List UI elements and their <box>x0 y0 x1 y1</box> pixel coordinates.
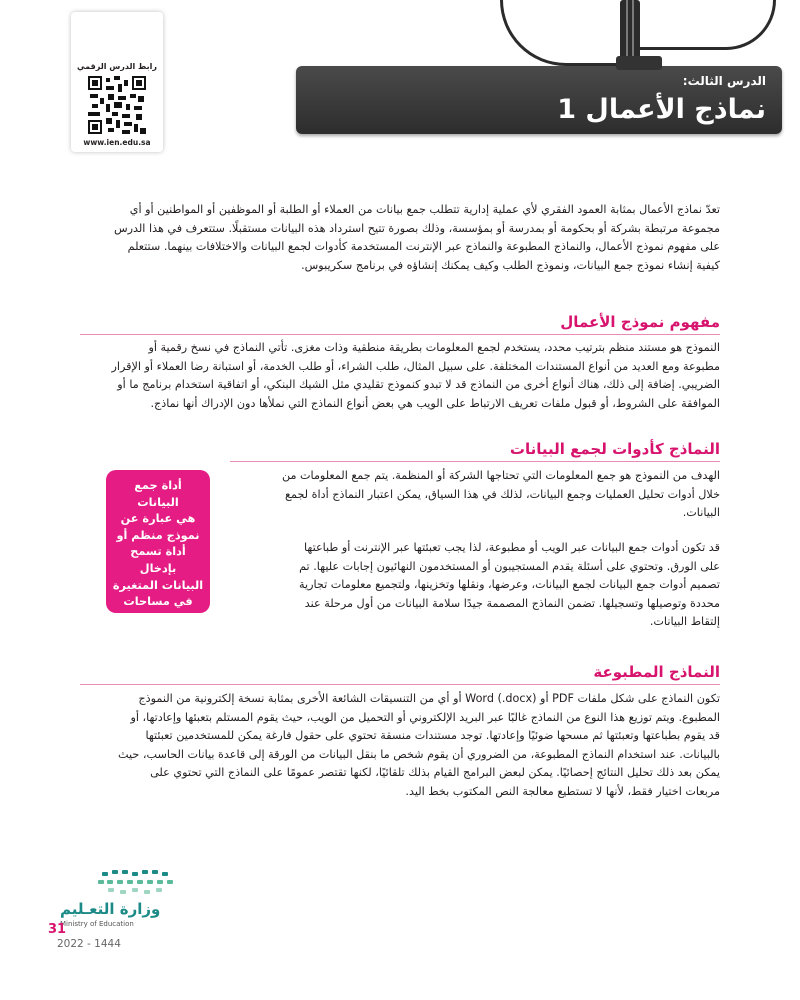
edition-year: 2022 - 1444 <box>57 938 121 950</box>
section-body-business-form: النموذج هو مستند منظم بترتيب محدد، يستخدم لجمع المعلومات بطريقة منطقية وذات مغزى. تأتي النماذج في نسخ رقمية أو مطبوعة ومع العديد من أنواع المستندات المختلفة. على سبيل المثال، طلب الشراء، أو طلب الخدمة، أو استبانة رضا العملاء أو الإقرار الضريبي. إضافة إلى ذلك، هناك أنواع أخرى من النماذج قد لا تبدو كنموذج تقليدي مثل الشيك البنكي، أو اتفاقية استخدام برنامج ما أو الموافقة على الشروط، أو قبول ملفات تعريف الارتباط على الويب هي بعض أنواع النماذج التي نملأها دون الإدراك أنها نماذج. <box>111 341 720 410</box>
section-divider <box>80 684 720 685</box>
plug-decoration <box>620 0 640 62</box>
page-number: 31 <box>48 922 67 937</box>
qr-url-link[interactable]: www.ien.edu.sa <box>83 138 151 147</box>
section-body-printed-forms: تكون النماذج على شكل ملفات PDF أو Word (.docx) أو أي من التنسيقات الشائعة الأخرى بمثابة نسخة إلكترونية من النموذج المطبوع. ويتم توزيع هذا النوع من النماذج غالبًا عبر البريد الإلكتروني أو التحميل من الويب، حيث يقوم المستلم بتعبئها وإعادتها، أو قد يقوم بطباعتها وتعبئتها ثم مسحها ضوئيًا وإعادتها. توجد مستندات منسقة تحتوي على حقول فارغة يمكن للمستخدمين تعبئتها بالبيانات. عند استخدام النماذج المطبوعة، من الضروري أن يقوم شخص ما بنقل البيانات من الورقة إلى قاعدة بيانات الحاسب، حيث يمكن بعد ذلك تحليل النتائج إحصائيًا. يمكن لبعض البرامج القيام بذلك تلقائيًا، لكنها تقتصر عمومًا على النماذج التي تحتوي على مربعات اختيار فقط، لأنها لا تستطيع معالجة النص المكتوب بخط اليد. <box>118 692 720 798</box>
ministry-name-english: Ministry of Education <box>60 920 134 928</box>
lesson-label: الدرس الثالث: <box>682 74 766 88</box>
section-body-data-collection-2: قد تكون أدوات جمع البيانات عبر الويب أو مطبوعة، لذا يجب تعبئتها عبر الإنترنت أو طباعتها على الورق. وتحتوي على أسئلة يقدم المستجيبون أو المستخدمون النهائيون إجابات عليها. تم تصميم أدوات جمع البيانات لجمع البيانات، وعرضها، ونقلها وتخزينها، ولتجميع معلومات تجارية محددة وتوصيلها وتسجيلها. تضمن النماذج المصممة جيدًا سلامة البيانات من أول مرحلة عند إلتقاط البيانات. <box>298 541 720 628</box>
lesson-title: نماذج الأعمال 1 <box>557 94 766 125</box>
lesson-header <box>296 66 782 134</box>
section-divider <box>80 334 720 335</box>
section-divider <box>230 461 720 462</box>
digital-lesson-qr-card[interactable] <box>71 12 163 152</box>
section-heading-data-collection: النماذج كأدوات لجمع البيانات <box>509 440 720 458</box>
cable-decoration-right <box>636 0 776 50</box>
definition-callout: أداة جمع البيانات هي عبارة عن نموذج منظم أو أداة تسمح بإدخال البيانات المتغيرة في مساحات فارغة. <box>106 470 210 613</box>
ministry-name-arabic: وزارة التعـليم <box>60 900 161 918</box>
qr-code-icon[interactable] <box>88 76 146 134</box>
plug-icon <box>616 56 662 70</box>
section-heading-business-form: مفهوم نموذج الأعمال <box>560 313 720 331</box>
ministry-logo-icon <box>98 868 178 898</box>
qr-label: رابط الدرس الرقمي <box>77 62 157 71</box>
intro-paragraph: تعدّ نماذج الأعمال بمثابة العمود الفقري لأي عملية إدارية تتطلب جمع بيانات من العملاء أو الطلبة أو الموظفين أو المواطنين أو أي مجموعة مرتبطة بشركة أو بحكومة أو بمدرسة أو بمؤسسة، وذلك بصورة تتيح استرداد هذه البيانات مستقبلًا. ستتعرف في هذا الدرس على مفهوم نموذج الأعمال، والنماذج المطبوعة والنماذج عبر الإنترنت المستخدمة كأدوات لجمع البيانات والاختلافات بينهما. ستتعلم كيفية إنشاء نموذج جمع البيانات، ونموذج الطلب وكيف يمكنك إنشاؤه في برنامج سكريبوس. <box>113 203 720 272</box>
section-heading-printed-forms: النماذج المطبوعة <box>593 663 720 681</box>
section-body-data-collection-1: الهدف من النموذج هو جمع المعلومات التي تحتاجها الشركة أو المنظمة. يتم جمع المعلومات من خلال أدوات تحليل العمليات وجمع البيانات، لذلك في هذا السياق، يمكن اعتبار النماذج أداة لجمع البيانات. <box>281 469 720 519</box>
